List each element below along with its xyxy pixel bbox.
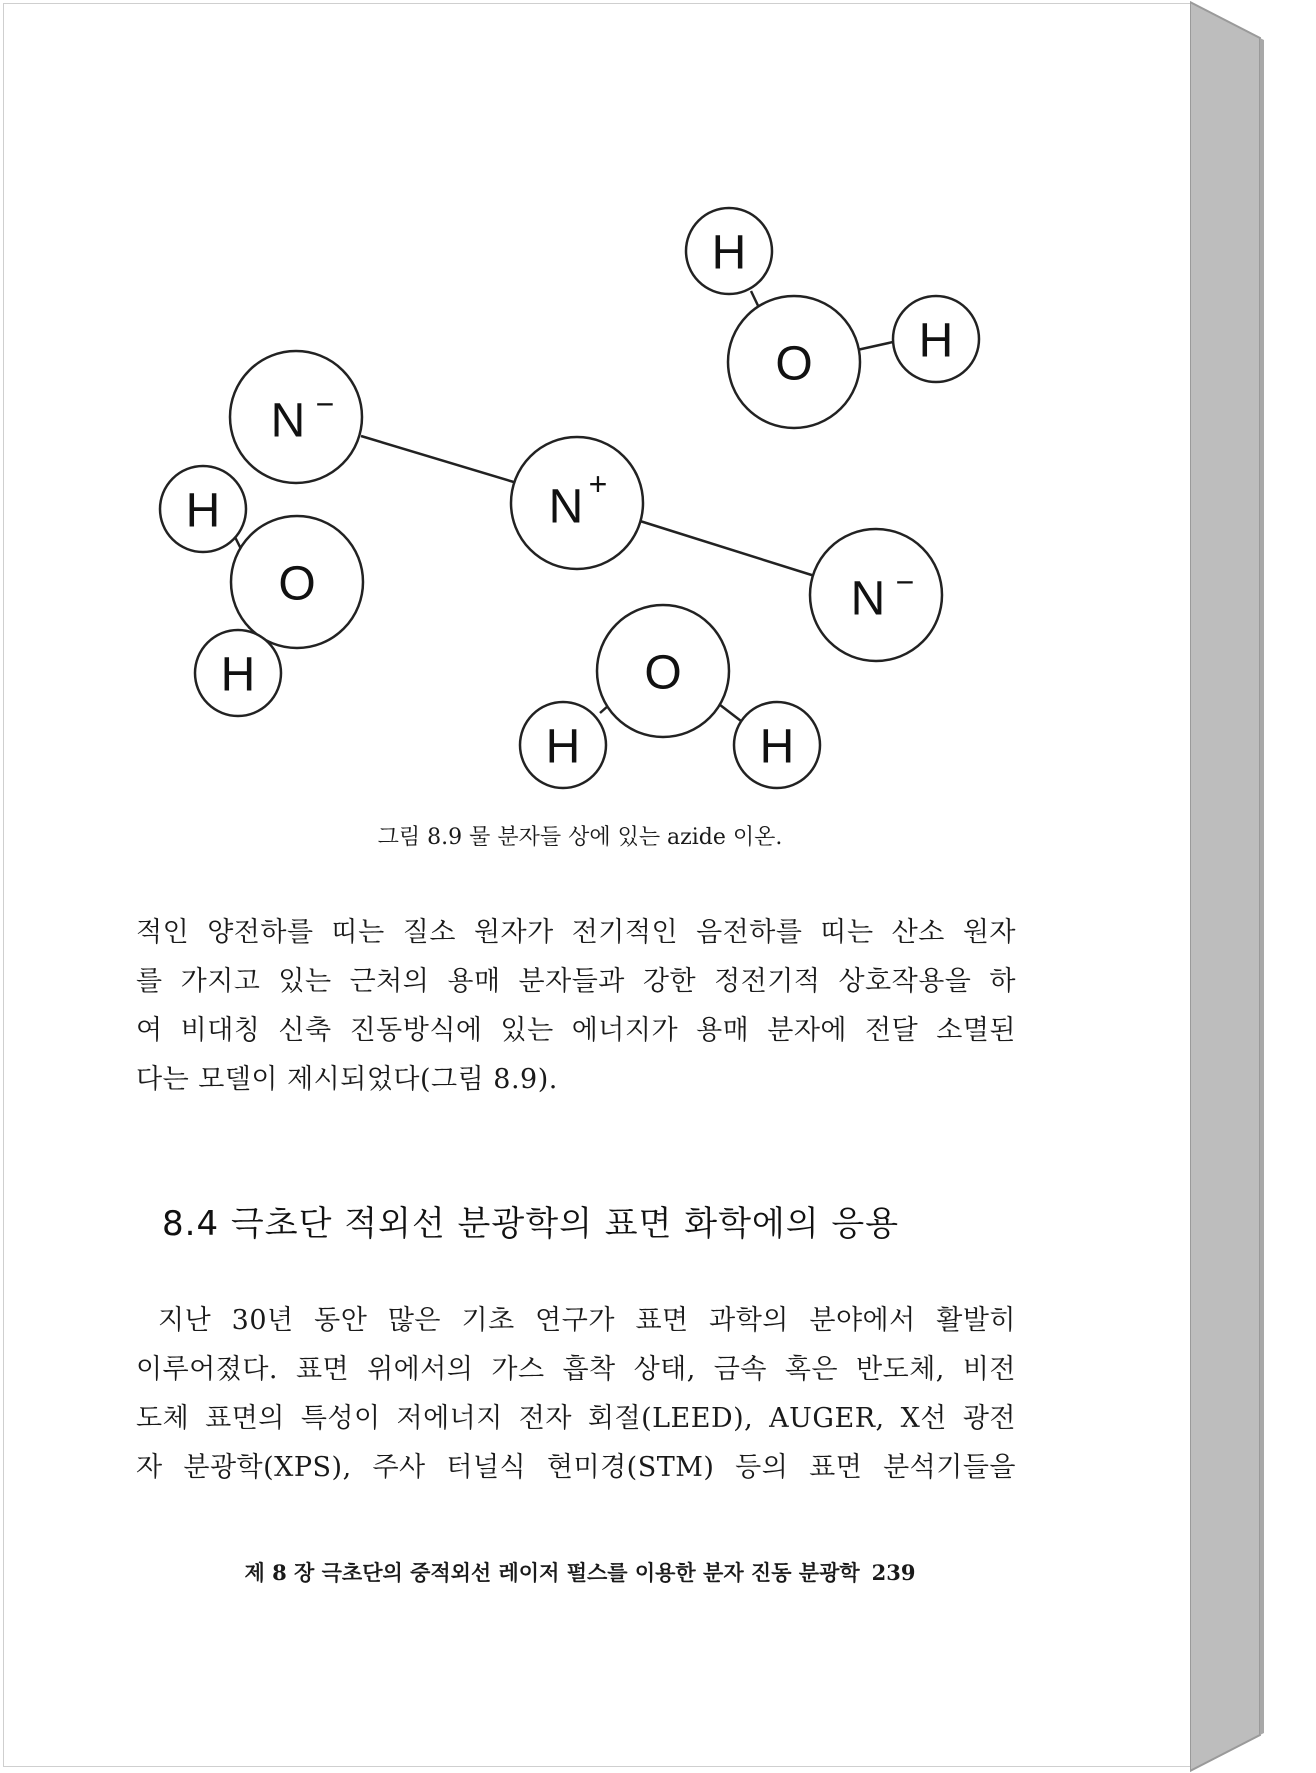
bond-line (640, 521, 818, 577)
atom-label: H (711, 226, 747, 280)
atom-label: H (545, 720, 581, 774)
atom-label: N (270, 394, 306, 448)
atom-label: O (644, 646, 682, 700)
paragraph-line: 다는 모델이 제시되었다(그림 8.9). (136, 1064, 558, 1095)
running-footer (0, 1557, 1160, 1587)
paragraph-line: 이루어졌다. 표면 위에서의 가스 흡착 상태, 금속 혹은 반도체, 비전 (136, 1354, 1016, 1385)
page-number: 239 (871, 1560, 916, 1585)
bond-line (857, 342, 893, 350)
atom-label: H (918, 314, 954, 368)
paragraph-line: 도체 표면의 특성이 저에너지 전자 회절(LEED), AUGER, X선 광전 (136, 1403, 1016, 1434)
atom-label: N (548, 480, 584, 534)
azide-water-figure (0, 0, 1190, 800)
atom-label: H (759, 720, 795, 774)
charge-minus: − (315, 386, 335, 422)
charge-plus: + (588, 466, 608, 502)
charge-minus: − (895, 564, 915, 600)
paragraph-line-text: 지난 30년 동안 많은 기초 연구가 표면 과학의 분야에서 활발히 (158, 1305, 1016, 1336)
atom-label: H (220, 648, 256, 702)
atom-label: O (775, 337, 813, 391)
paragraph-line: 를 가지고 있는 근처의 용매 분자들과 강한 정전기적 상호작용을 하 (136, 966, 1016, 997)
running-title: 제 8 장 극초단의 중적외선 레이저 펄스를 이용한 분자 진동 분광학 (244, 1560, 860, 1585)
paragraph-line: 여 비대칭 신축 진동방식에 있는 에너지가 용매 분자에 전달 소멸된 (136, 1015, 1016, 1046)
book-page-edge (1190, 0, 1316, 1773)
bond-line (361, 436, 517, 483)
atom-label: N (850, 572, 886, 626)
paragraph-line: 자 분광학(XPS), 주사 터널식 현미경(STM) 등의 표면 분석기들을 (136, 1452, 1016, 1483)
atom-label: O (278, 557, 316, 611)
section-heading: 8.4 극초단 적외선 분광학의 표면 화학에의 응용 (162, 1204, 900, 1244)
figure-caption: 그림 8.9 물 분자들 상에 있는 azide 이온. (377, 825, 783, 850)
paragraph-line: 적인 양전하를 띠는 질소 원자가 전기적인 음전하를 띠는 산소 원자 (136, 917, 1016, 948)
atom-label: H (185, 484, 221, 538)
paragraph-line (136, 1298, 1016, 1337)
